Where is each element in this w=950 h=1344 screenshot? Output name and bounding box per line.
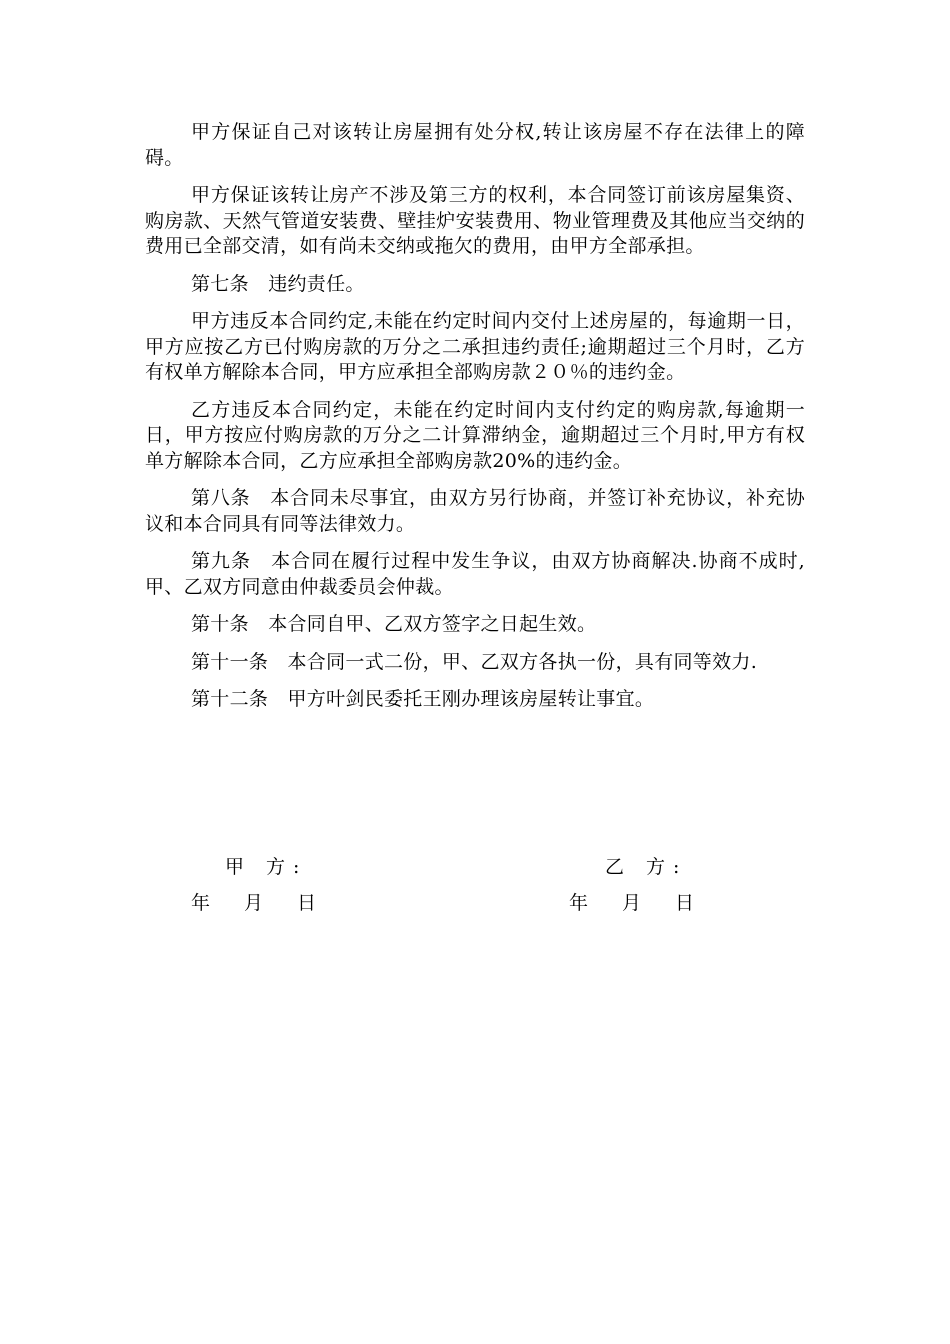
party-a-date-day: 日 [297,892,317,914]
party-b-signature-label: 乙 方: [605,856,688,878]
signature-party-row [145,852,805,888]
article-10: 第十条 本合同自甲、乙双方签字之日起生效。 [191,613,597,635]
party-a-date-year: 年 [191,892,211,914]
paragraph-ownership-guarantee: 甲方保证自己对该转让房屋拥有处分权,转让该房屋不存在法律上的障碍。 [145,121,805,169]
article-12: 第十二条 甲方叶剑民委托王刚办理该房屋转让事宜。 [191,688,655,710]
article-8: 第八条 本合同未尽事宜，由双方另行协商，并签订补充协议，补充协议和本合同具有同等法律效力。 [145,487,805,535]
party-b-date-month: 月 [622,892,642,914]
signature-block [145,852,805,924]
paragraph-party-b-breach: 乙方违反本合同约定，未能在约定时间内支付约定的购房款,每逾期一日，甲方按应付购房款的万分之二计算滞纳金，逾期超过三个月时,甲方有权单方解除本合同，乙方应承担全部购房款20%的违约金。 [145,398,805,472]
article-11: 第十一条 本合同一式二份，甲、乙双方各执一份，具有同等效力. [191,650,758,673]
party-b-date [569,888,728,915]
party-b-date-day: 日 [675,892,695,914]
paragraph-party-a-breach: 甲方违反本合同约定,未能在约定时间内交付上述房屋的，每逾期一日，甲方应按乙方已付购房款的万分之二承担违约责任;逾期超过三个月时，乙方有权单方解除本合同，甲方应承担全部购房款２０％的违约金。 [145,310,805,383]
signature-date-row [145,888,805,924]
paragraph-third-party-rights: 甲方保证该转让房产不涉及第三方的权利，本合同签订前该房屋集资、购房款、天然气管道安装费、壁挂炉安装费用、物业管理费及其他应当交纳的费用已全部交清，如有尚未交纳或拖欠的费用，由甲方全部承担。 [145,184,805,257]
party-a-date [191,888,350,915]
contract-body [145,120,805,725]
party-a-signature-label: 甲 方: [225,856,308,878]
article-7-heading: 第七条 违约责任。 [191,272,365,295]
party-b-date-year: 年 [569,892,589,914]
party-a-date-month: 月 [244,892,264,914]
article-9: 第九条 本合同在履行过程中发生争议，由双方协商解决.协商不成时,甲、乙双方同意由仲裁委员会仲裁。 [145,550,805,598]
